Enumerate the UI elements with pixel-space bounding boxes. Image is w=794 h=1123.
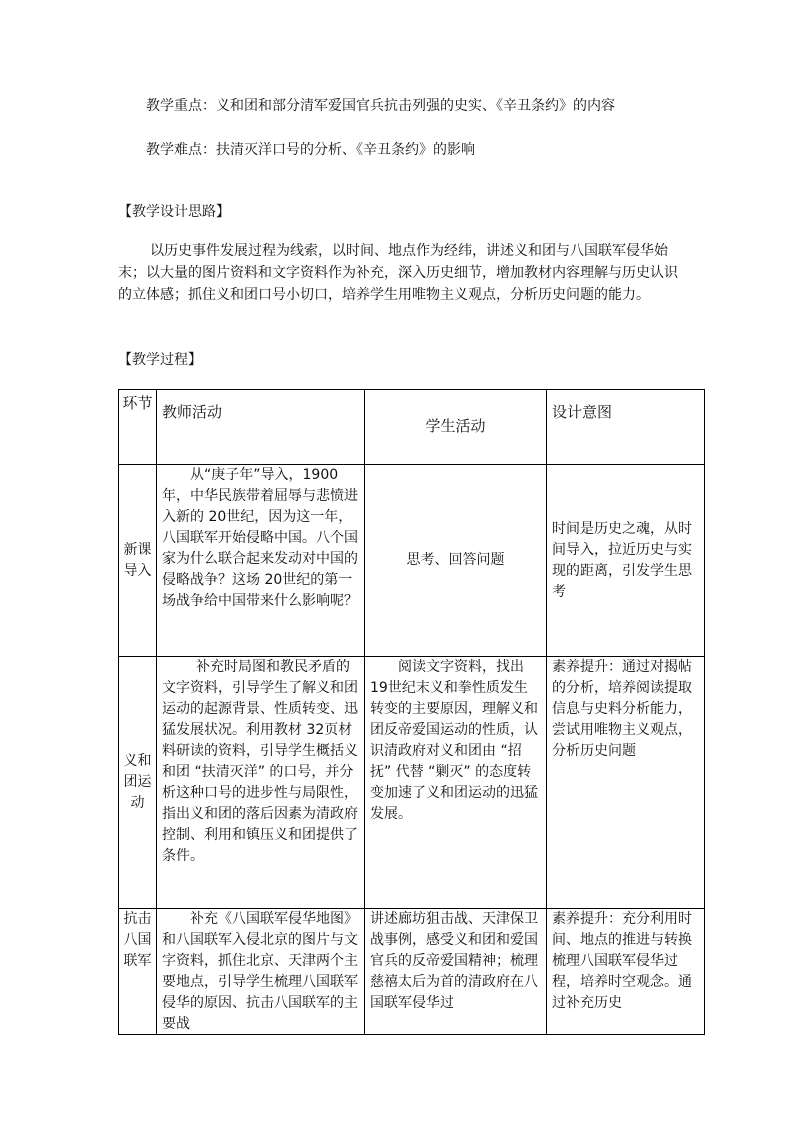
design-body: 以历史事件发展过程为线索，以时间、地点作为经纬，讲述义和团与八国联军侵华始末；以大量的图片资料和文字资料作为补充，深入历史细节，增加教材内容理解与历史认识的立体感；抓住义和团口号小切口，培养学生用唯物主义观点，分析历史问题的能力。 — [118, 243, 678, 303]
row-teacher — [157, 909, 365, 1035]
header-student: 学生活动 — [365, 390, 547, 465]
table-row — [119, 909, 705, 1035]
table-row — [119, 657, 705, 909]
row-teacher-text: 补充《八国联军侵华地图》和八国联军入侵北京的图片与文字资料，抓住北京、天津两个主要地点，引导学生梳理八国联军侵华的原因、抗击八国联军的主要战 — [162, 911, 358, 1032]
row-student: 思考、回答问题 — [365, 465, 547, 657]
table-row — [119, 465, 705, 657]
row-teacher: 从“庚子年”导入，1900年，中华民族带着屈辱与悲愤进入新的 20世纪，因为这一年，八国联军开始侵略中国。八个国家为什么联合起来发动对中国的侵略战争？这场 20世纪的第一场战争给中国带来什么影响呢？ — [157, 465, 365, 657]
table-header-row — [119, 390, 705, 465]
row-student-text: 讲述廊坊狙击战、天津保卫战事例，感受义和团和爱国官兵的反帝爱国精神；梳理慈禧太后为首的清政府在八国联军侵华过 — [370, 911, 538, 1011]
row-intent: 素养提升：通过对揭帖的分析，培养阅读提取信息与史料分析能力，尝试用唯物主义观点，分析历史问题 — [547, 657, 705, 909]
row-stage: 新课导入 — [119, 465, 157, 657]
teaching-process-table — [118, 389, 705, 1035]
row-stage — [119, 909, 157, 1035]
header-intent: 设计意图 — [547, 390, 705, 465]
row-student: 阅读文字资料，找出19世纪末义和拳性质发生转变的主要原因，理解义和团反帝爱国运动的性质，认识清政府对义和团由 “招抚” 代替 “剿灭” 的态度转变加速了义和团运动的迅猛发展。 — [365, 657, 547, 909]
row-intent-text: 素养提升：充分利用时间、地点的推进与转换梳理八国联军侵华过程，培养时空观念。通过补充历史 — [552, 911, 692, 1011]
row-intent — [547, 909, 705, 1035]
header-stage: 环节 — [119, 390, 157, 465]
row-intent: 时间是历史之魂，从时间导入，拉近历史与实现的距离，引发学生思考 — [547, 465, 705, 657]
process-heading: 【教学过程】 — [118, 352, 202, 368]
design-heading: 【教学设计思路】 — [118, 204, 230, 220]
row-stage-text: 抗击八国联军 — [123, 911, 152, 969]
difficult-points-text: 教学难点：扶清灭洋口号的分析、《辛丑条约》的影响 — [146, 142, 475, 158]
header-teacher: 教师活动 — [157, 390, 365, 465]
row-student — [365, 909, 547, 1035]
key-points-text: 教学重点：义和团和部分清军爱国官兵抗击列强的史实、《辛丑条约》的内容 — [146, 98, 615, 114]
row-stage: 义和团运动 — [119, 657, 157, 909]
row-teacher: 补充时局图和教民矛盾的文字资料，引导学生了解义和团运动的起源背景、性质转变、迅猛发展状况。利用教材 32页材料研读的资料，引导学生概括义和团 “扶清灭洋” 的口号，并分析这种口号的进步性与局限性，指出义和团的落后因素为清政府控制、利用和镇压义和团提供了条件。 — [157, 657, 365, 909]
